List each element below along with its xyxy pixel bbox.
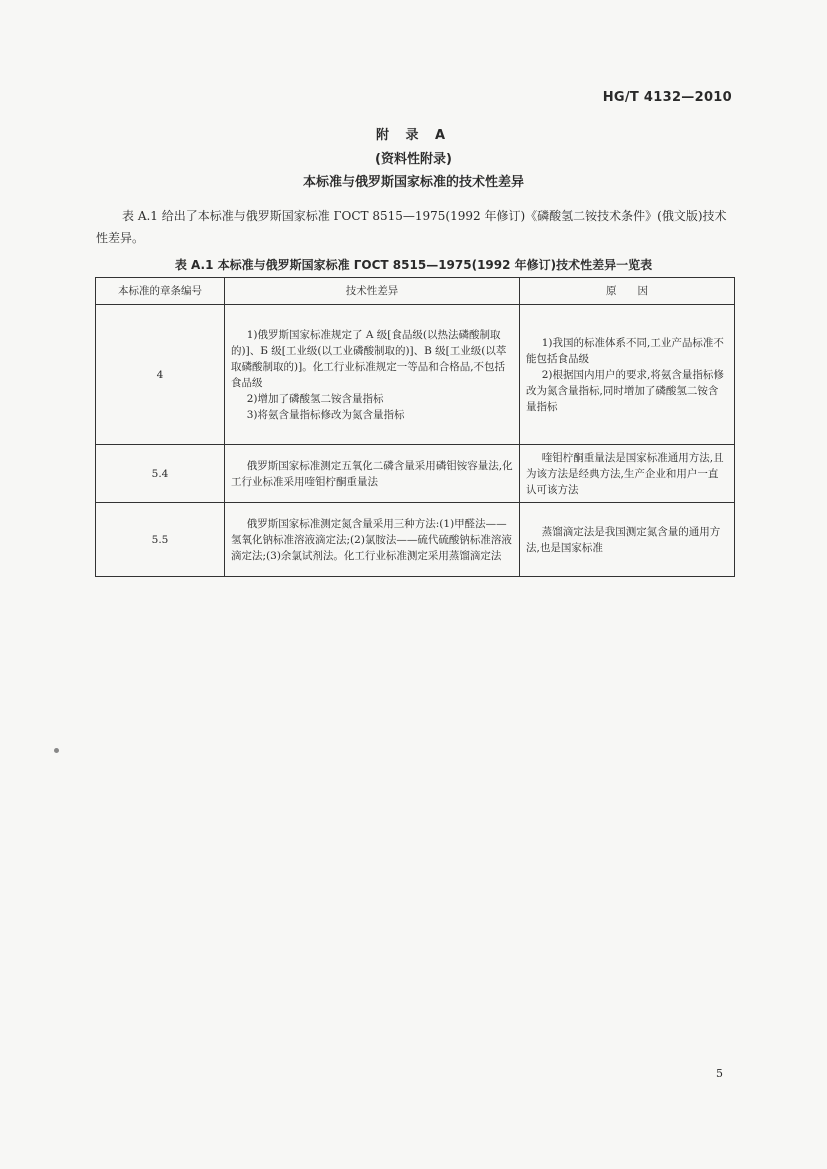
- difference-text: 3)将氨含量指标修改为氮含量指标: [246, 408, 405, 421]
- clause-cell: 5.5: [96, 503, 225, 577]
- appendix-title: 附 录 A: [375, 128, 452, 143]
- reason-text: 蒸馏滴定法是我国测定氮含量的通用方法,也是国家标准: [526, 525, 721, 554]
- table-header-row: [96, 278, 735, 305]
- header-reason: 原 因: [520, 278, 735, 305]
- table-row: [96, 305, 735, 445]
- page-number: 5: [716, 1067, 723, 1080]
- reason-cell: [520, 445, 735, 503]
- difference-cell: [225, 445, 520, 503]
- difference-cell: [225, 503, 520, 577]
- reason-cell: [520, 305, 735, 445]
- intro-paragraph: 表 A.1 给出了本标准与俄罗斯国家标准 ГОСТ 8515—1975(1992 年修订)《磷酸氢二铵技术条件》(俄文版)技术性差异。: [96, 209, 727, 245]
- clause-cell: 4: [96, 305, 225, 445]
- standard-code: HG/T 4132—2010: [602, 90, 732, 105]
- header-difference: 技术性差异: [225, 278, 520, 305]
- reason-text: 2)根据国内用户的要求,将氨含量指标修改为氮含量指标,同时增加了磷酸氢二铵含量指标: [526, 368, 724, 413]
- table-caption: 表 A.1 本标准与俄罗斯国家标准 ГОСТ 8515—1975(1992 年修订)技术性差异一览表: [174, 258, 653, 272]
- clause-cell: 5.4: [96, 445, 225, 503]
- reason-text: 喹钼柠酮重量法是国家标准通用方法,且为该方法是经典方法,生产企业和用户一直认可该方法: [526, 451, 724, 496]
- table-row: [96, 445, 735, 503]
- scan-speck: [54, 748, 59, 753]
- difference-text: 俄罗斯国家标准测定氮含量采用三种方法:(1)甲醛法——氢氧化钠标准溶液滴定法;(2)氯胺法——硫代硫酸钠标准溶液滴定法;(3)余氯试剂法。化工行业标准测定采用蒸馏滴定法: [231, 517, 512, 562]
- difference-text: 2)增加了磷酸氢二铵含量指标: [246, 392, 384, 405]
- reason-text: 1)我国的标准体系不同,工业产品标准不能包括食品级: [526, 336, 724, 365]
- table-row: [96, 503, 735, 577]
- appendix-type: (资料性附录): [375, 152, 452, 167]
- header-clause: 本标准的章条编号: [96, 278, 225, 305]
- difference-cell: [225, 305, 520, 445]
- differences-table: [95, 277, 735, 577]
- difference-text: 俄罗斯国家标准测定五氧化二磷含量采用磷钼铵容量法,化工行业标准采用喹钼柠酮重量法: [231, 459, 513, 488]
- reason-cell: [520, 503, 735, 577]
- difference-text: 1)俄罗斯国家标准规定了 A 级[食品级(以热法磷酸制取的)]、Б 级[工业级(以工业磷酸制取的)]、B 级[工业级(以萃取磷酸制取的)]。化工行业标准规定一等品和合格品,不包括食品级: [231, 328, 507, 389]
- appendix-heading: 本标准与俄罗斯国家标准的技术性差异: [302, 175, 524, 190]
